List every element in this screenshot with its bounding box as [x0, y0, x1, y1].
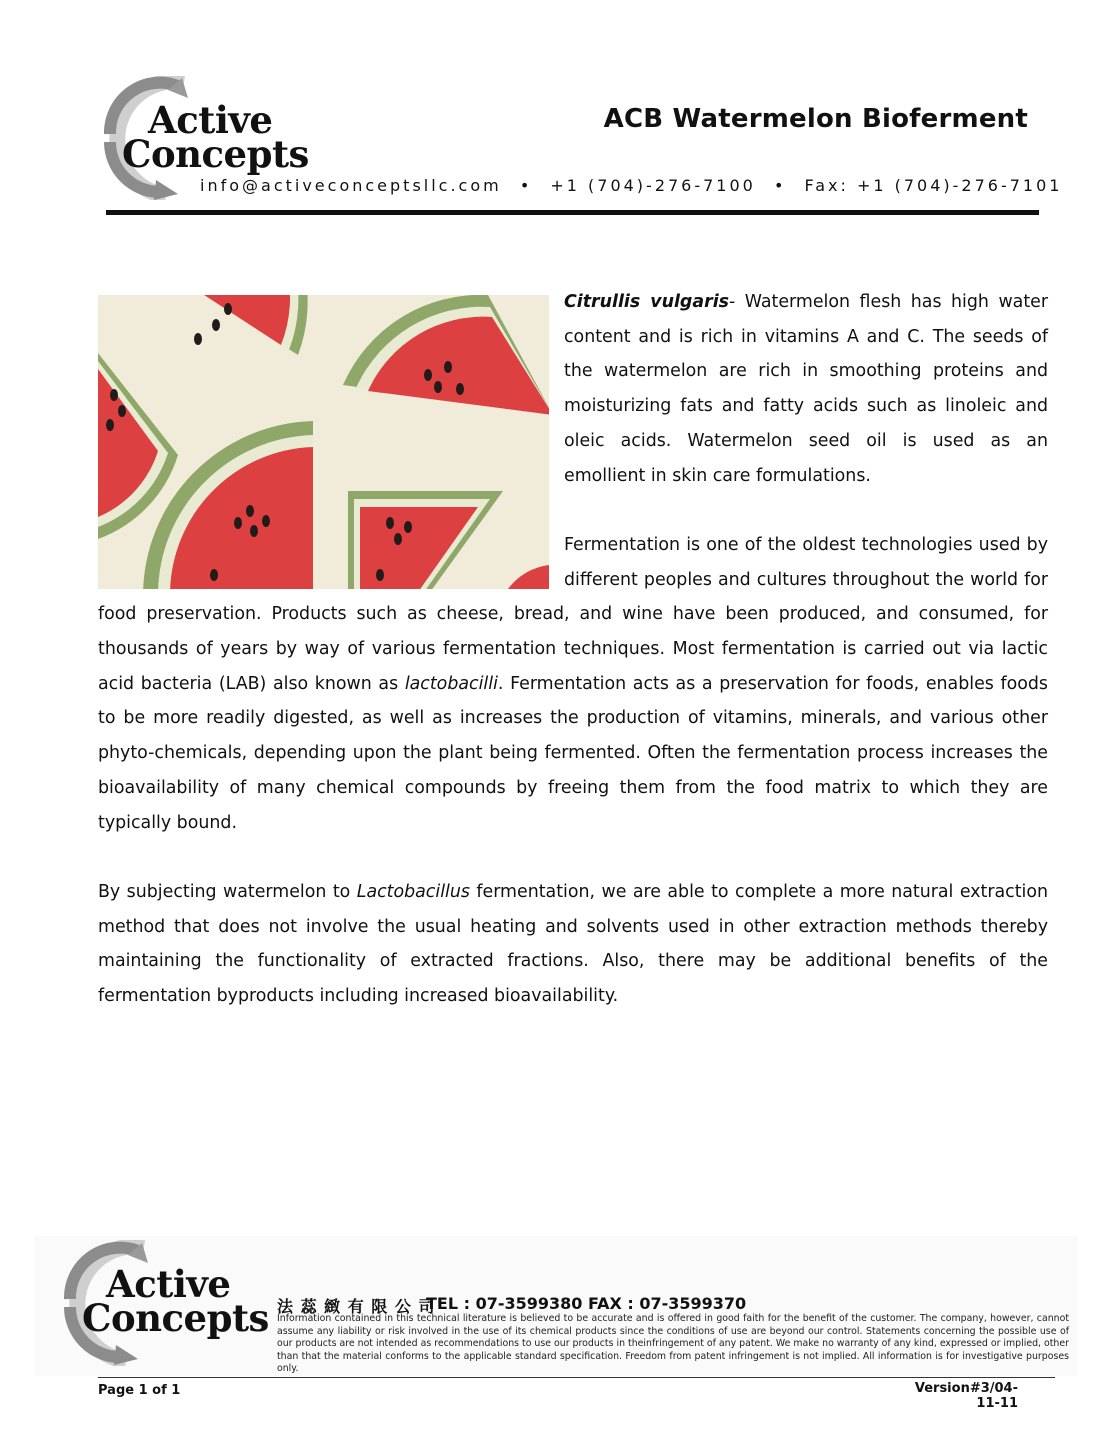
footer-logo-word-active: Active [106, 1262, 231, 1306]
version-label: Version#3/04-11-11 [914, 1381, 1018, 1411]
paragraph-2-text-b: . Fermentation acts as a preservation for foods, enables foods to be more readily digested, as well as increases the production of vitamins, minerals, and various other phyto-chemicals, depending upon the plant being fermented. Often the fermentation process increases the bioavailability of many chemical compounds by freeing them from the food matrix to which they are typically bound. [98, 673, 1048, 833]
contact-email: info@activeconceptsllc.com [200, 176, 502, 195]
header-rule [106, 210, 1039, 215]
footer-disclaimer: Information contained in this technical literature is believed to be accurate and is offered in good faith for the benefit of the customer. The company, however, cannot assume any liability or risk involved in the use of its chemical products since the conditions of use are beyond our control. Statements concerning the possible use of our products are not intended as recommendations to use our products in theinfringement of any patent. We make no warranty of any kind, expressed or implied, other than that the material conforms to the applicable standard specification. Freedom from patent infringement is not implied. All information is for investigative purposes only. [277, 1313, 1069, 1374]
watermelon-slices-photo [98, 295, 549, 589]
document-title: ACB Watermelon Bioferment [603, 104, 1028, 134]
paragraph-lactobacillus [98, 875, 1048, 1014]
paragraph-2-italic: lactobacilli [404, 673, 498, 694]
paragraph-2-text-a: Fermentation is one of the oldest technologies used by different peoples and cultures throughout the world for food preservation. Products such as cheese, bread, and wine have been produced, and consumed, for thousands of years by way of various fermentation techniques. Most fermentation is carried out via lactic acid bacteria (LAB) also known as [98, 534, 1048, 694]
contact-phone: +1 (704)-276-7100 [550, 176, 756, 195]
paragraph-3-italic: Lactobacillus [356, 881, 470, 902]
logo-word-concepts: Concepts [122, 132, 309, 176]
footer-tel-fax: TEL : 07-3599380 FAX : 07-3599370 [426, 1294, 747, 1313]
footer-logo-word-concepts: Concepts [82, 1296, 269, 1340]
footer-logo [56, 1240, 269, 1366]
contact-separator: • [773, 176, 787, 195]
contact-separator: • [519, 176, 533, 195]
paragraph-3-text-a: By subjecting watermelon to [98, 881, 357, 902]
paragraph-1-text: - Watermelon flesh has high water content and is rich in vitamins A and C. The seeds of the watermelon are rich in smoothing proteins and moisturizing fats and fatty acids such as linoleic and oleic acids. Watermelon seed oil is used as an emollient in skin care formulations. [564, 292, 1048, 486]
footer-rule [98, 1377, 1055, 1378]
species-name: Citrullis vulgaris [564, 292, 730, 312]
contact-fax: Fax: +1 (704)-276-7101 [804, 176, 1063, 195]
body-content [98, 285, 1048, 1048]
contact-line [200, 176, 1062, 195]
footer-company-name: 法 蕊 緻 有 限 公 司 [277, 1297, 436, 1316]
paragraph-3-text-b: fermentation, we are able to complete a more natural extraction method that does not involve the usual heating and solvents used in other extraction methods thereby maintaining the functionality of extracted fractions. Also, there may be additional benefits of the fermentation byproducts including increased bioavailability. [98, 881, 1049, 1007]
page-number: Page 1 of 1 [98, 1383, 181, 1398]
logo-word-active: Active [148, 98, 273, 142]
